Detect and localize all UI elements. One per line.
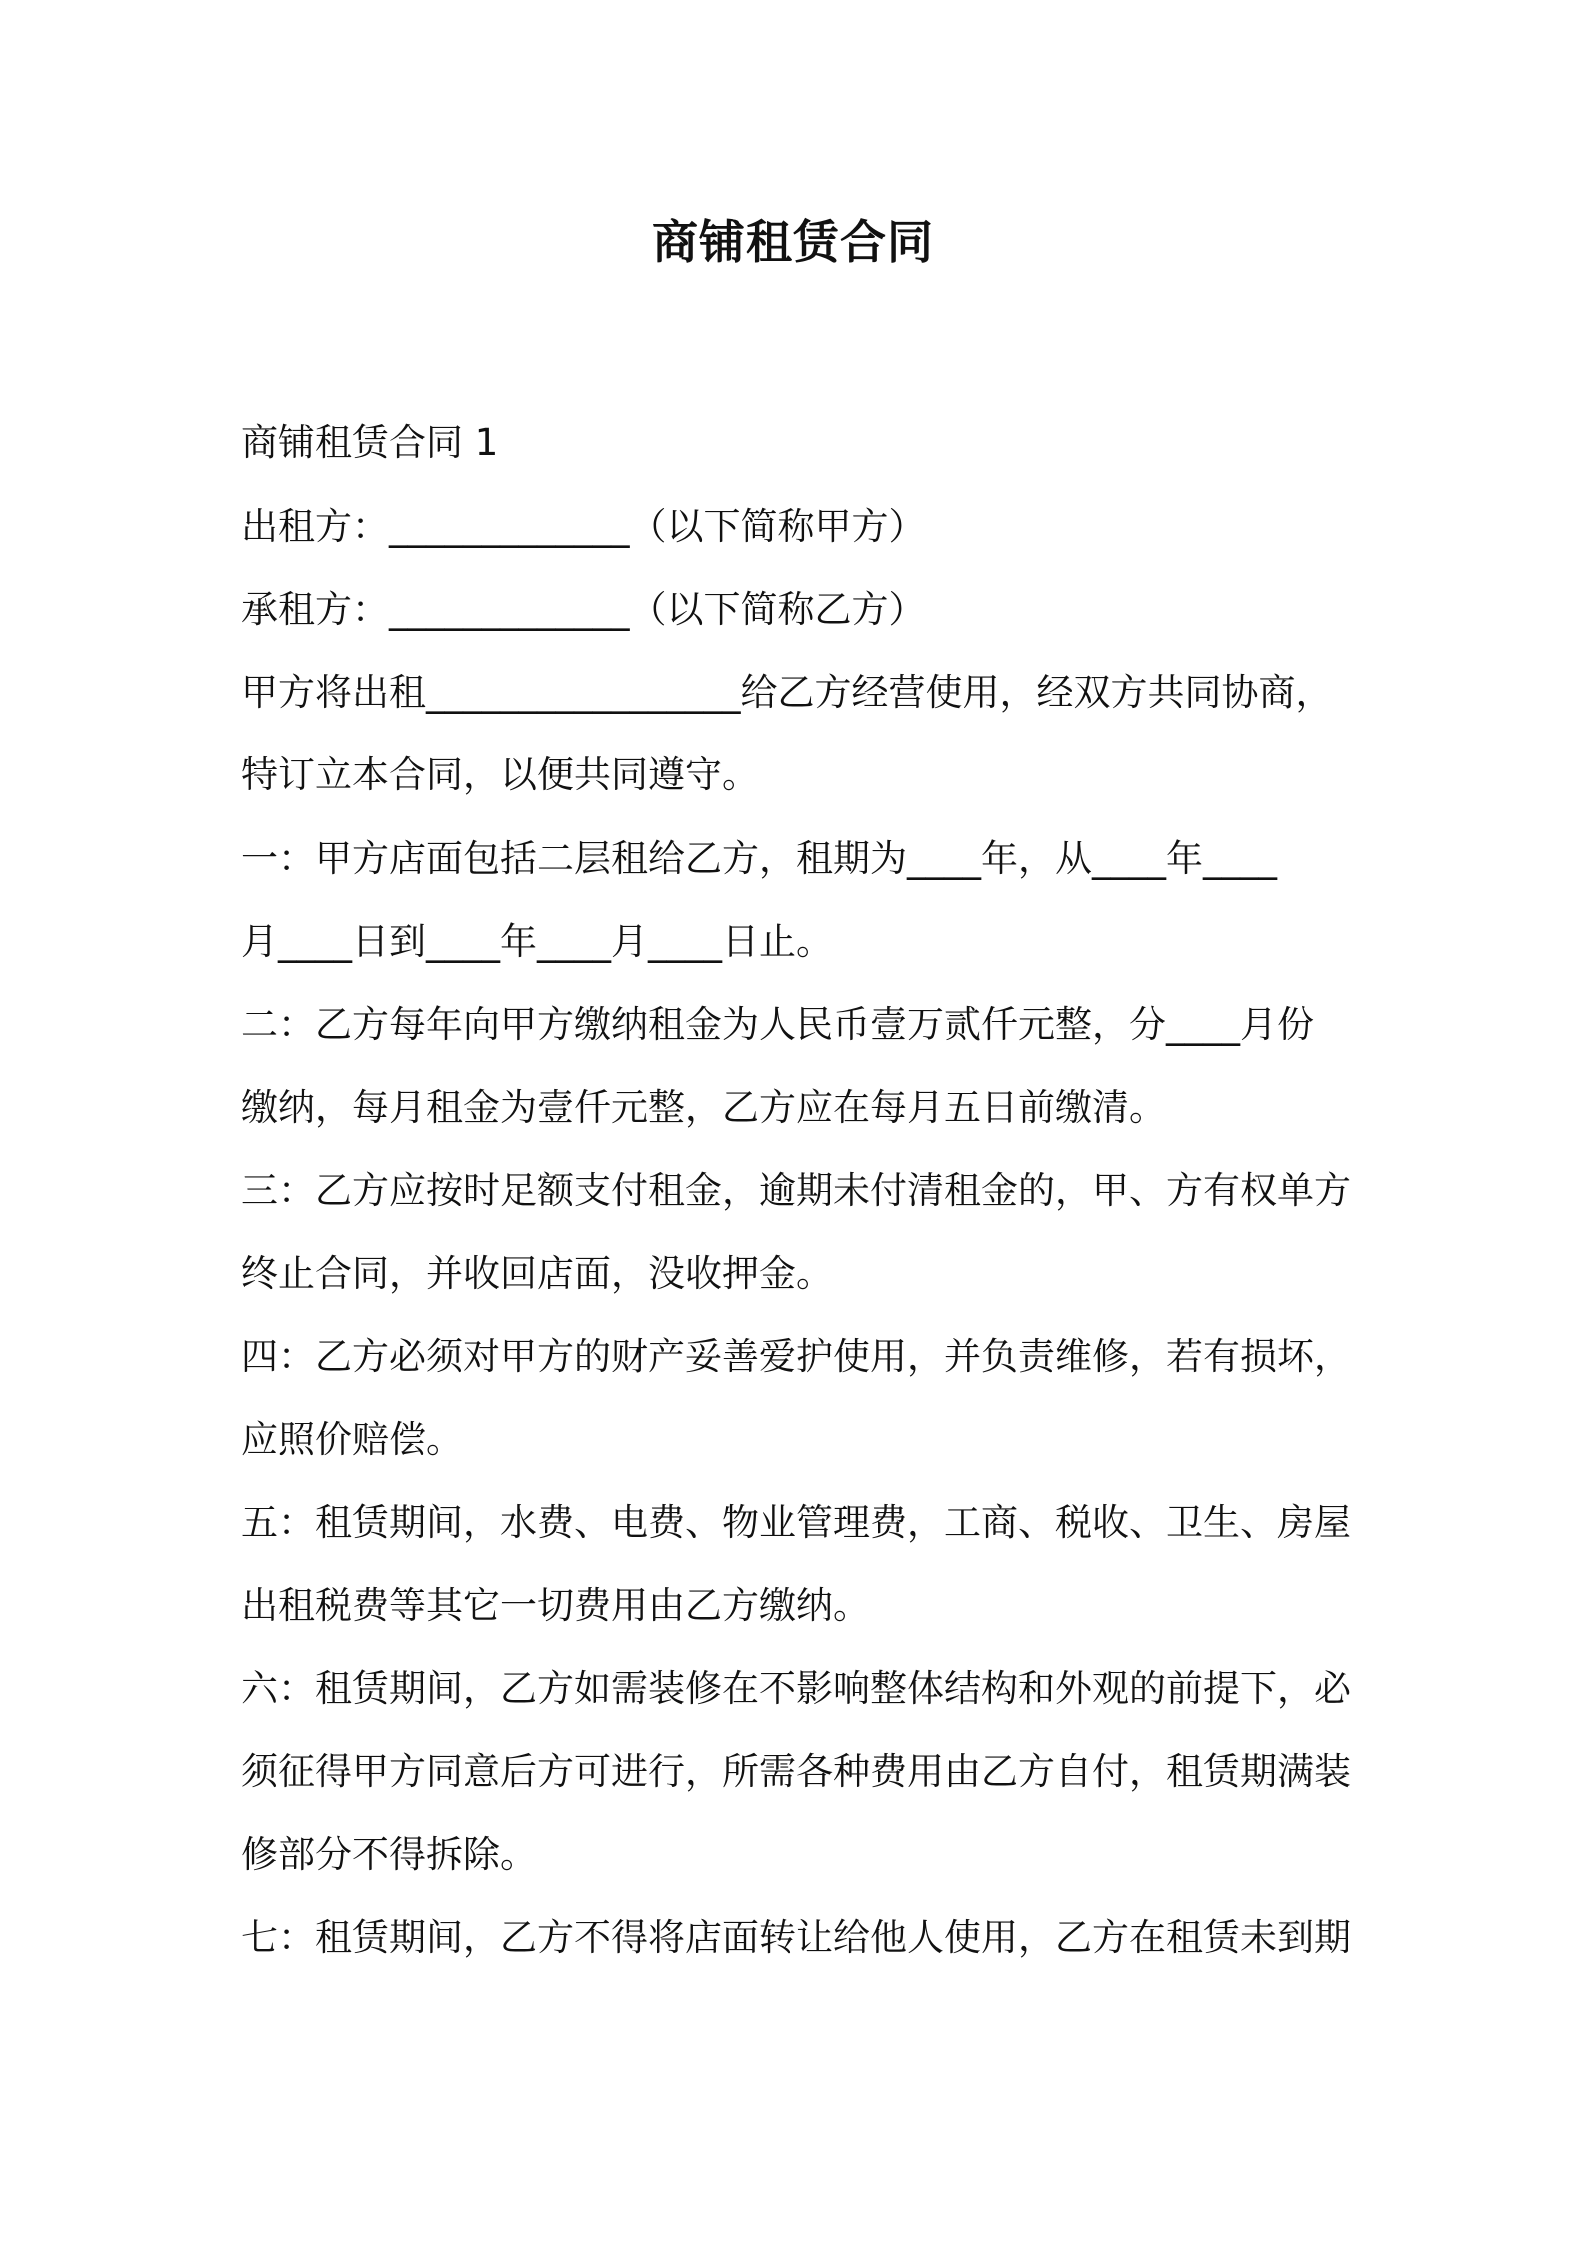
clause-5-line: 出租税费等其它一切费用由乙方缴纳。 [241,1584,870,1627]
clause-3-line: 终止合同，并收回店面，没收押金。 [241,1252,833,1295]
clause-4-line: 四：乙方必须对甲方的财产妥善爱护使用，并负责维修，若有损坏， [241,1335,1351,1378]
clause-4-line: 应照价赔偿。 [241,1418,463,1461]
clause-6-line: 六：租赁期间，乙方如需装修在不影响整体结构和外观的前提下，必 [241,1667,1351,1710]
clause-1-line: 一：甲方店面包括二层租给乙方，租期为____年，从____年____ [241,837,1277,880]
section-heading: 商铺租赁合同 1 [241,421,499,464]
document-title: 商铺租赁合同 [652,215,934,269]
paragraph-line: 特订立本合同，以便共同遵守。 [241,753,759,796]
clause-6-line: 修部分不得拆除。 [241,1833,537,1876]
clause-1-line: 月____日到____年____月____日止。 [241,920,833,963]
clause-5-line: 五：租赁期间，水费、电费、物业管理费，工商、税收、卫生、房屋 [241,1501,1351,1544]
clause-2-line: 缴纳，每月租金为壹仟元整，乙方应在每月五日前缴清。 [241,1086,1166,1129]
lessee-line: 承租方：_____________（以下简称乙方） [241,588,926,631]
lessor-line: 出租方：_____________（以下简称甲方） [241,505,926,548]
clause-6-line: 须征得甲方同意后方可进行，所需各种费用由乙方自付，租赁期满装 [241,1750,1351,1793]
paragraph-line: 甲方将出租_________________给乙方经营使用，经双方共同协商， [241,671,1333,714]
clause-3-line: 三：乙方应按时足额支付租金，逾期未付清租金的，甲、方有权单方 [241,1169,1351,1212]
clause-2-line: 二：乙方每年向甲方缴纳租金为人民币壹万贰仟元整，分____月份 [241,1003,1314,1046]
clause-7-line: 七：租赁期间，乙方不得将店面转让给他人使用，乙方在租赁未到期 [241,1916,1351,1959]
